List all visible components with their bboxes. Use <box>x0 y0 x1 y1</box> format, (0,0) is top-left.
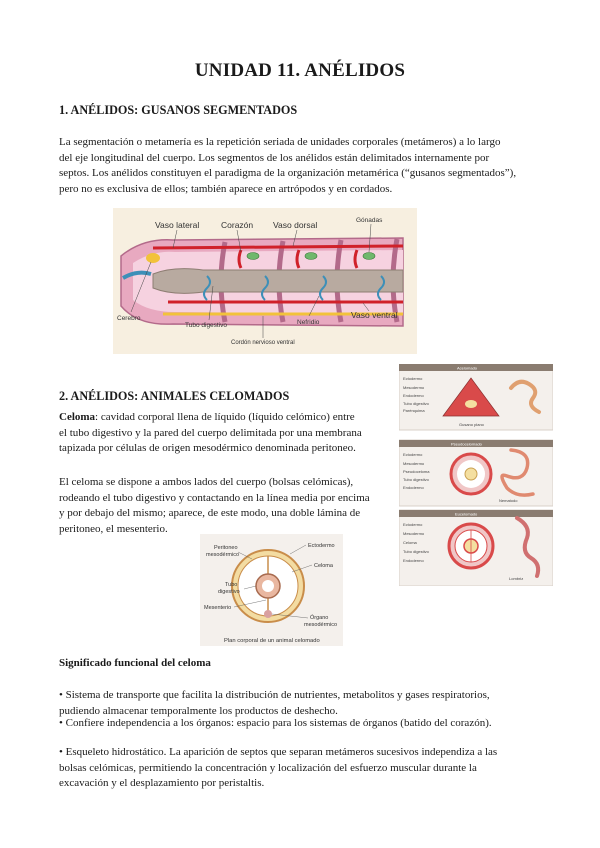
bullet-independence: • Confiere independencia a los órganos: espacio para los sistemas de órganos (batido del corazón). <box>59 717 492 729</box>
panel-label: Mesodermo <box>403 461 425 466</box>
text-line: El celoma se dispone a ambos lados del cuerpo (bolsas celómicas), <box>59 476 354 488</box>
segmentation-figure <box>113 208 417 354</box>
label-vaso-ventral: Vaso ventral <box>351 310 398 320</box>
panel-label: Ectodermo <box>403 522 423 527</box>
label-vaso-dorsal: Vaso dorsal <box>273 220 318 230</box>
figure-caption: Plan corporal de un animal celomado <box>224 638 320 644</box>
section-heading-significado: Significado funcional del celoma <box>59 657 211 669</box>
panel-label: Parénquima <box>403 408 425 413</box>
text-line: bolsas celómicas, permitiendo la concentración y localización del esfuerzo muscular durante la <box>59 761 477 774</box>
label-mesodermico: mesodérmico <box>206 552 240 558</box>
label-ectodermo: Ectodermo <box>308 543 335 549</box>
label-celoma: Celoma <box>314 563 333 569</box>
dorsal-vessel <box>153 246 403 248</box>
label-cerebro: Cerebro <box>117 315 141 322</box>
panel-label: Endodermo <box>403 485 424 490</box>
text-line <box>59 410 379 426</box>
panel-label: Tubo digestivo <box>403 401 429 406</box>
text-line: • Esqueleto hidrostático. La aparición de septos que separan metámeros sucesivos independiza a las <box>59 746 498 758</box>
label-cordon: Cordón nervioso ventral <box>231 340 295 346</box>
label-vaso-lateral: Vaso lateral <box>155 220 200 230</box>
panel-eucelomado <box>399 510 553 586</box>
mesodermal-organ <box>264 610 272 618</box>
label-organo: Órgano <box>310 615 329 621</box>
page-title: UNIDAD 11. ANÉLIDOS <box>194 60 406 81</box>
text-line: rodeando el tubo digestivo y contactando en la línea media por encima <box>59 491 370 504</box>
panel-label: Endodermo <box>403 558 424 563</box>
panel-label: Tubo digestivo <box>403 477 429 482</box>
text-line: del eje longitudinal del cuerpo. Los segmentos de los anélidos están delimitados internamente por <box>59 151 490 164</box>
panel-label: Celoma <box>403 540 417 545</box>
label-nefridio: Nefridio <box>297 319 320 326</box>
text-line: La segmentación o metamería es la repetición seriada de unidades corporales (metámeros) a lo largo <box>59 136 501 148</box>
celoma-line-rest: : cavidad corporal llena de líquido (líquido celómico) entre <box>95 411 355 423</box>
label-digestivo: digestivo <box>218 589 240 595</box>
section-2-paragraph <box>59 475 389 537</box>
gut <box>465 468 477 480</box>
panel-label: Ectodermo <box>403 452 423 457</box>
label-organo-mesodermico: mesodérmico <box>304 622 338 628</box>
gut-lumen <box>262 580 274 592</box>
panel-caption: Lombriz <box>509 576 524 581</box>
panel-caption: Nematodo <box>499 498 518 503</box>
brain <box>146 253 160 263</box>
celoma-term: Celoma <box>59 411 96 423</box>
panel-title: Pseudocelomado <box>451 441 482 447</box>
label-tubo: Tubo <box>225 582 238 588</box>
text-line: pero no es exclusiva de ellos; también aparece en artrópodos y en cordados. <box>59 182 393 195</box>
gut-tube <box>153 269 403 294</box>
celoma-definition <box>59 410 379 457</box>
text-line: y por debajo del mismo; aparece, de este modo, una doble lámina de <box>59 507 361 520</box>
panel-pseudocelomado <box>399 440 553 506</box>
panel-label: Mesodermo <box>403 531 425 536</box>
label-tubo-digestivo: Tubo digestivo <box>185 322 228 329</box>
panel-label: Ectodermo <box>403 376 423 381</box>
text-line: • Sistema de transporte que facilita la distribución de nutrientes, metabolitos y gases respiratorios, <box>59 689 490 701</box>
panel-label: Pseudoceloma <box>403 469 430 474</box>
section-heading-2: 2. ANÉLIDOS: ANIMALES CELOMADOS <box>59 389 290 403</box>
text-line: excavación y el desplazamiento por peristaltis. <box>59 777 265 790</box>
label-peritoneo: Peritoneo <box>214 545 238 551</box>
panel-label: Tubo digestivo <box>403 549 429 554</box>
text-line: pudiendo almacenar temporalmente los productos de deshecho. <box>59 704 338 717</box>
label-mesenterio: Mesenterio <box>204 605 232 611</box>
section-1-paragraph <box>59 135 549 197</box>
text-line: peritoneo, el mesenterio. <box>59 522 168 535</box>
section-heading-1: 1. ANÉLIDOS: GUSANOS SEGMENTADOS <box>59 103 298 117</box>
label-gonadas: Gónadas <box>356 217 383 224</box>
panel-caption: Gusano plano <box>459 422 484 427</box>
panel-title: Eucelomado <box>455 511 478 517</box>
label-corazon: Corazón <box>221 220 254 230</box>
text-line: el tubo digestivo y la pared del cuerpo delimitada por una membrana <box>59 426 362 439</box>
bullet-transport <box>59 688 559 719</box>
panel-label: Mesodermo <box>403 385 425 390</box>
bullet-hydrostatic <box>59 745 559 792</box>
panel-acelomado <box>399 364 553 430</box>
coelomate-cross-section <box>200 534 343 646</box>
text-line: tapizada por células de origen mesodérmico denominada peritoneo. <box>59 442 356 455</box>
gut <box>465 400 477 408</box>
body-plan-panels <box>399 364 553 586</box>
panel-label: Endodermo <box>403 393 424 398</box>
panel-title: Acelomado <box>457 365 478 371</box>
text-line: septos. Los anélidos constituyen el paradigma de la organización metamérica (“gusanos segmentados”), <box>59 167 517 180</box>
